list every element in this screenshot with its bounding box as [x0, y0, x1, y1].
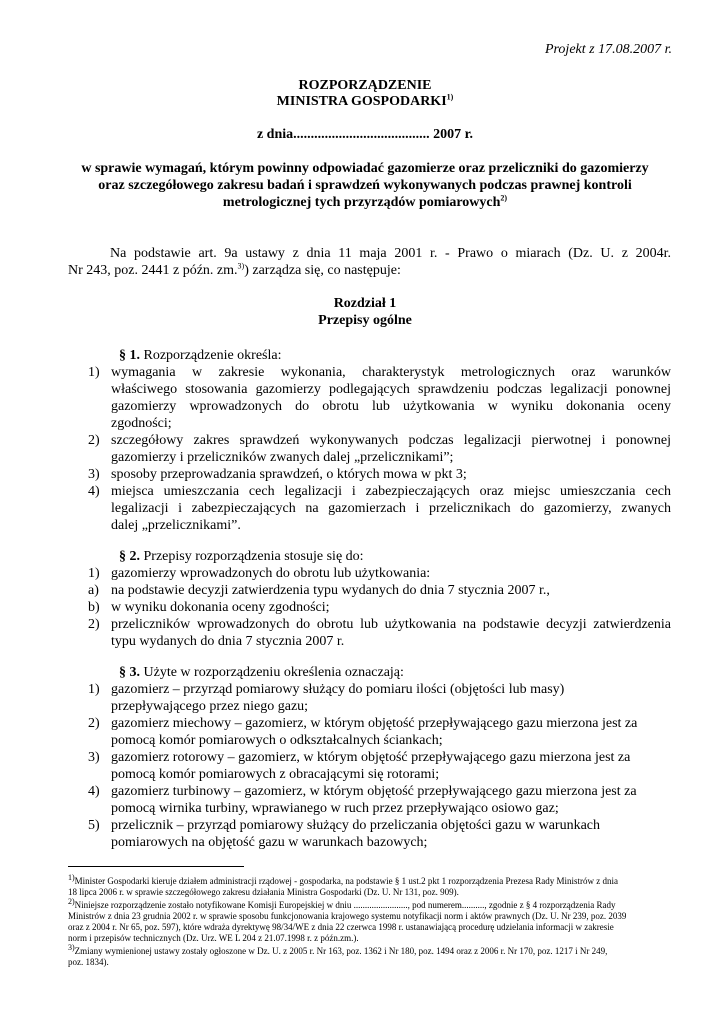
s2-heading	[119, 548, 364, 565]
preamble-footnote-ref: 3)	[237, 261, 245, 271]
list-line: gazomierz turbinowy – gazomierz, w którym objętość przepływającego gazu mierzona jest za	[111, 784, 637, 799]
s3-intro: Użyte w rozporządzeniu określenia oznaczają:	[143, 665, 404, 680]
subject-line-1: w sprawie wymagań, którym powinny odpowiadać gazomierze oraz przeliczniki do gazomierzy	[81, 161, 649, 176]
footnote-line: oraz z 2004 r. Nr 65, poz. 597), które wdraża dyrektywę 98/34/WE z dnia 22 czerwca 1998 r. ustanawiającą procedurę udzielania informacji w zakresie	[68, 922, 614, 932]
footnote-marker: 2)	[68, 897, 75, 906]
s2-mark: § 2.	[119, 549, 140, 564]
chapter-title: Przepisy ogólne	[318, 313, 412, 328]
list-line: pomocą wirnika turbiny, wprawianego w ruch przez przepływająco osiowo gaz;	[111, 801, 559, 816]
list-number: 1)	[88, 682, 100, 697]
list-line: wymagania w zakresie wykonania, charakterystyk metrologicznych oraz warunków	[111, 365, 671, 380]
list-line: sposoby przeprowadzania sprawdzeń, o których mowa w pkt 3;	[111, 467, 467, 482]
title-footnote-ref: 1)	[446, 92, 454, 102]
list-line: pomocą komór pomiarowych o odkształcalnych ściankach;	[111, 733, 443, 748]
list-number: 2)	[88, 617, 100, 632]
preamble-line-2	[68, 262, 401, 279]
preamble-line-1: Na podstawie art. 9a ustawy z dnia 11 maja 2001 r. - Prawo o miarach (Dz. U. z 2004r.	[110, 246, 671, 261]
list-line: pomocą komór pomiarowych z obracającymi się rotorami;	[111, 767, 440, 782]
subject-line-3	[60, 195, 670, 211]
footnote-marker: 1)	[68, 873, 75, 882]
footnote-separator	[68, 866, 244, 867]
title-line-1: ROZPORZĄDZENIE	[298, 78, 432, 93]
list-number: 1)	[88, 566, 100, 581]
list-line: przelicznik – przyrząd pomiarowy służący do przeliczania objętości gazu w warunkach	[111, 818, 601, 833]
subject-line-3-text: metrologicznej tych przyrządów pomiarowych	[222, 195, 501, 210]
list-line: gazomierz miechowy – gazomierz, w którym objętość przepływającego gazu mierzona jest za	[111, 716, 638, 731]
list-line: właściwego stosowania gazomierzy podlegających sprawdzeniu podczas legalizacji ponownej	[111, 382, 671, 397]
list-line: szczegółowy zakres sprawdzeń wykonywanych podczas legalizacji pierwotnej i ponownej	[111, 433, 671, 448]
list-number: 3)	[88, 467, 100, 482]
list-number: a)	[88, 583, 99, 598]
list-number: 3)	[88, 750, 100, 765]
footnote-text: Zmiany wymienionej ustawy zostały ogłoszone w Dz. U. z 2005 r. Nr 163, poz. 1362 i Nr 180, poz. 1494 oraz z 2006 r. Nr 170, poz. 1217 i Nr 249,	[74, 946, 608, 956]
date-line: z dnia....................................... 2007 r.	[256, 127, 474, 142]
title-line-2	[60, 94, 670, 110]
title-ministry: MINISTRA GOSPODARKI	[276, 94, 447, 109]
s2-intro: Przepisy rozporządzenia stosuje się do:	[143, 549, 364, 564]
list-line: gazomierzy wprowadzonych do obrotu lub użytkowania w wyniku dokonania oceny	[111, 399, 671, 414]
preamble-line-2a: Nr 243, poz. 2441 z późn. zm.	[68, 263, 238, 278]
list-line: gazomierzy i przeliczników zwanych dalej „przelicznikami”;	[111, 450, 454, 465]
project-date: Projekt z 17.08.2007 r.	[544, 42, 672, 57]
s3-heading	[119, 664, 404, 681]
list-line: w wyniku dokonania oceny zgodności;	[111, 600, 330, 615]
list-line: przepływającego przez niego gazu;	[111, 699, 309, 714]
list-number: 2)	[88, 716, 100, 731]
list-number: 5)	[88, 818, 100, 833]
list-number: 4)	[88, 784, 100, 799]
list-line: gazomierz rotorowy – gazomierz, w którym objętość przepływającego gazu mierzona jest za	[111, 750, 631, 765]
s1-mark: § 1.	[119, 348, 140, 363]
list-line: zgodności;	[111, 416, 172, 431]
chapter-label: Rozdział 1	[333, 296, 397, 311]
list-number: 2)	[88, 433, 100, 448]
list-line: dalej „przelicznikami”.	[111, 518, 241, 533]
list-line: miejsca umieszczania cech legalizacji i zabezpieczających oraz miejsc umieszczania cech	[111, 484, 671, 499]
footnote-text: Niniejsze rozporządzenie zostało notyfikowane Komisji Europejskiej w dniu ........................, pod numerem.........., zgodnie z § 4 rozporządzenia Rady	[74, 900, 616, 910]
footnote-line	[68, 873, 619, 887]
subject-footnote-ref: 2)	[500, 193, 508, 203]
list-number: 4)	[88, 484, 100, 499]
list-line: legalizacji i zabezpieczających na gazomierzach i przelicznikach do gazomierzy, zwanych	[111, 501, 671, 516]
footnote-line: 18 lipca 2006 r. w sprawie szczegółowego zakresu działania Ministra Gospodarki (Dz. U. Nr 131, poz. 909).	[68, 887, 459, 897]
footnote-line	[68, 943, 608, 957]
footnote-text: Minister Gospodarki kieruje działem administracji rządowej - gospodarka, na podstawie § 1 ust.2 pkt 1 rozporządzenia Prezesa Rady Ministrów z dnia	[74, 876, 619, 886]
footnote-line: poz. 1834).	[68, 957, 109, 967]
list-line: pomiarowych na objętość gazu w warunkach bazowych;	[111, 835, 428, 850]
footnote-line: norm i przepisów technicznych (Dz. Urz. WE L 204 z 21.07.1998 r. z późn.zm.).	[68, 933, 359, 943]
footnote-line: Ministrów z dnia 23 grudnia 2002 r. w sprawie sposobu funkcjonowania krajowego systemu notyfikacji norm i aktów prawnych (Dz. U. Nr 239, poz. 2039	[68, 911, 627, 921]
list-line: przeliczników wprowadzonych do obrotu lub użytkowania na podstawie decyzji zatwierdzenia	[111, 617, 671, 632]
list-line: gazomierz – przyrząd pomiarowy służący do pomiaru ilości (objętości lub masy)	[111, 682, 565, 697]
list-number: 1)	[88, 365, 100, 380]
list-number: b)	[88, 600, 100, 615]
subject-line-2: oraz szczegółowego zakresu badań i sprawdzeń wykonywanych podczas prawnej kontroli	[98, 178, 632, 193]
footnote-marker: 3)	[68, 943, 75, 952]
s1-intro: Rozporządzenie określa:	[143, 348, 282, 363]
footnote-line	[68, 897, 616, 911]
list-line: gazomierzy wprowadzonych do obrotu lub użytkowania:	[111, 566, 431, 581]
list-line: na podstawie decyzji zatwierdzenia typu wydanych do dnia 7 stycznia 2007 r.,	[111, 583, 550, 598]
preamble-line-2b: ) zarządza się, co następuje:	[244, 263, 401, 278]
s1-heading	[119, 347, 282, 364]
s3-mark: § 3.	[119, 665, 140, 680]
list-line: typu wydanych do dnia 7 stycznia 2007 r.	[111, 634, 345, 649]
